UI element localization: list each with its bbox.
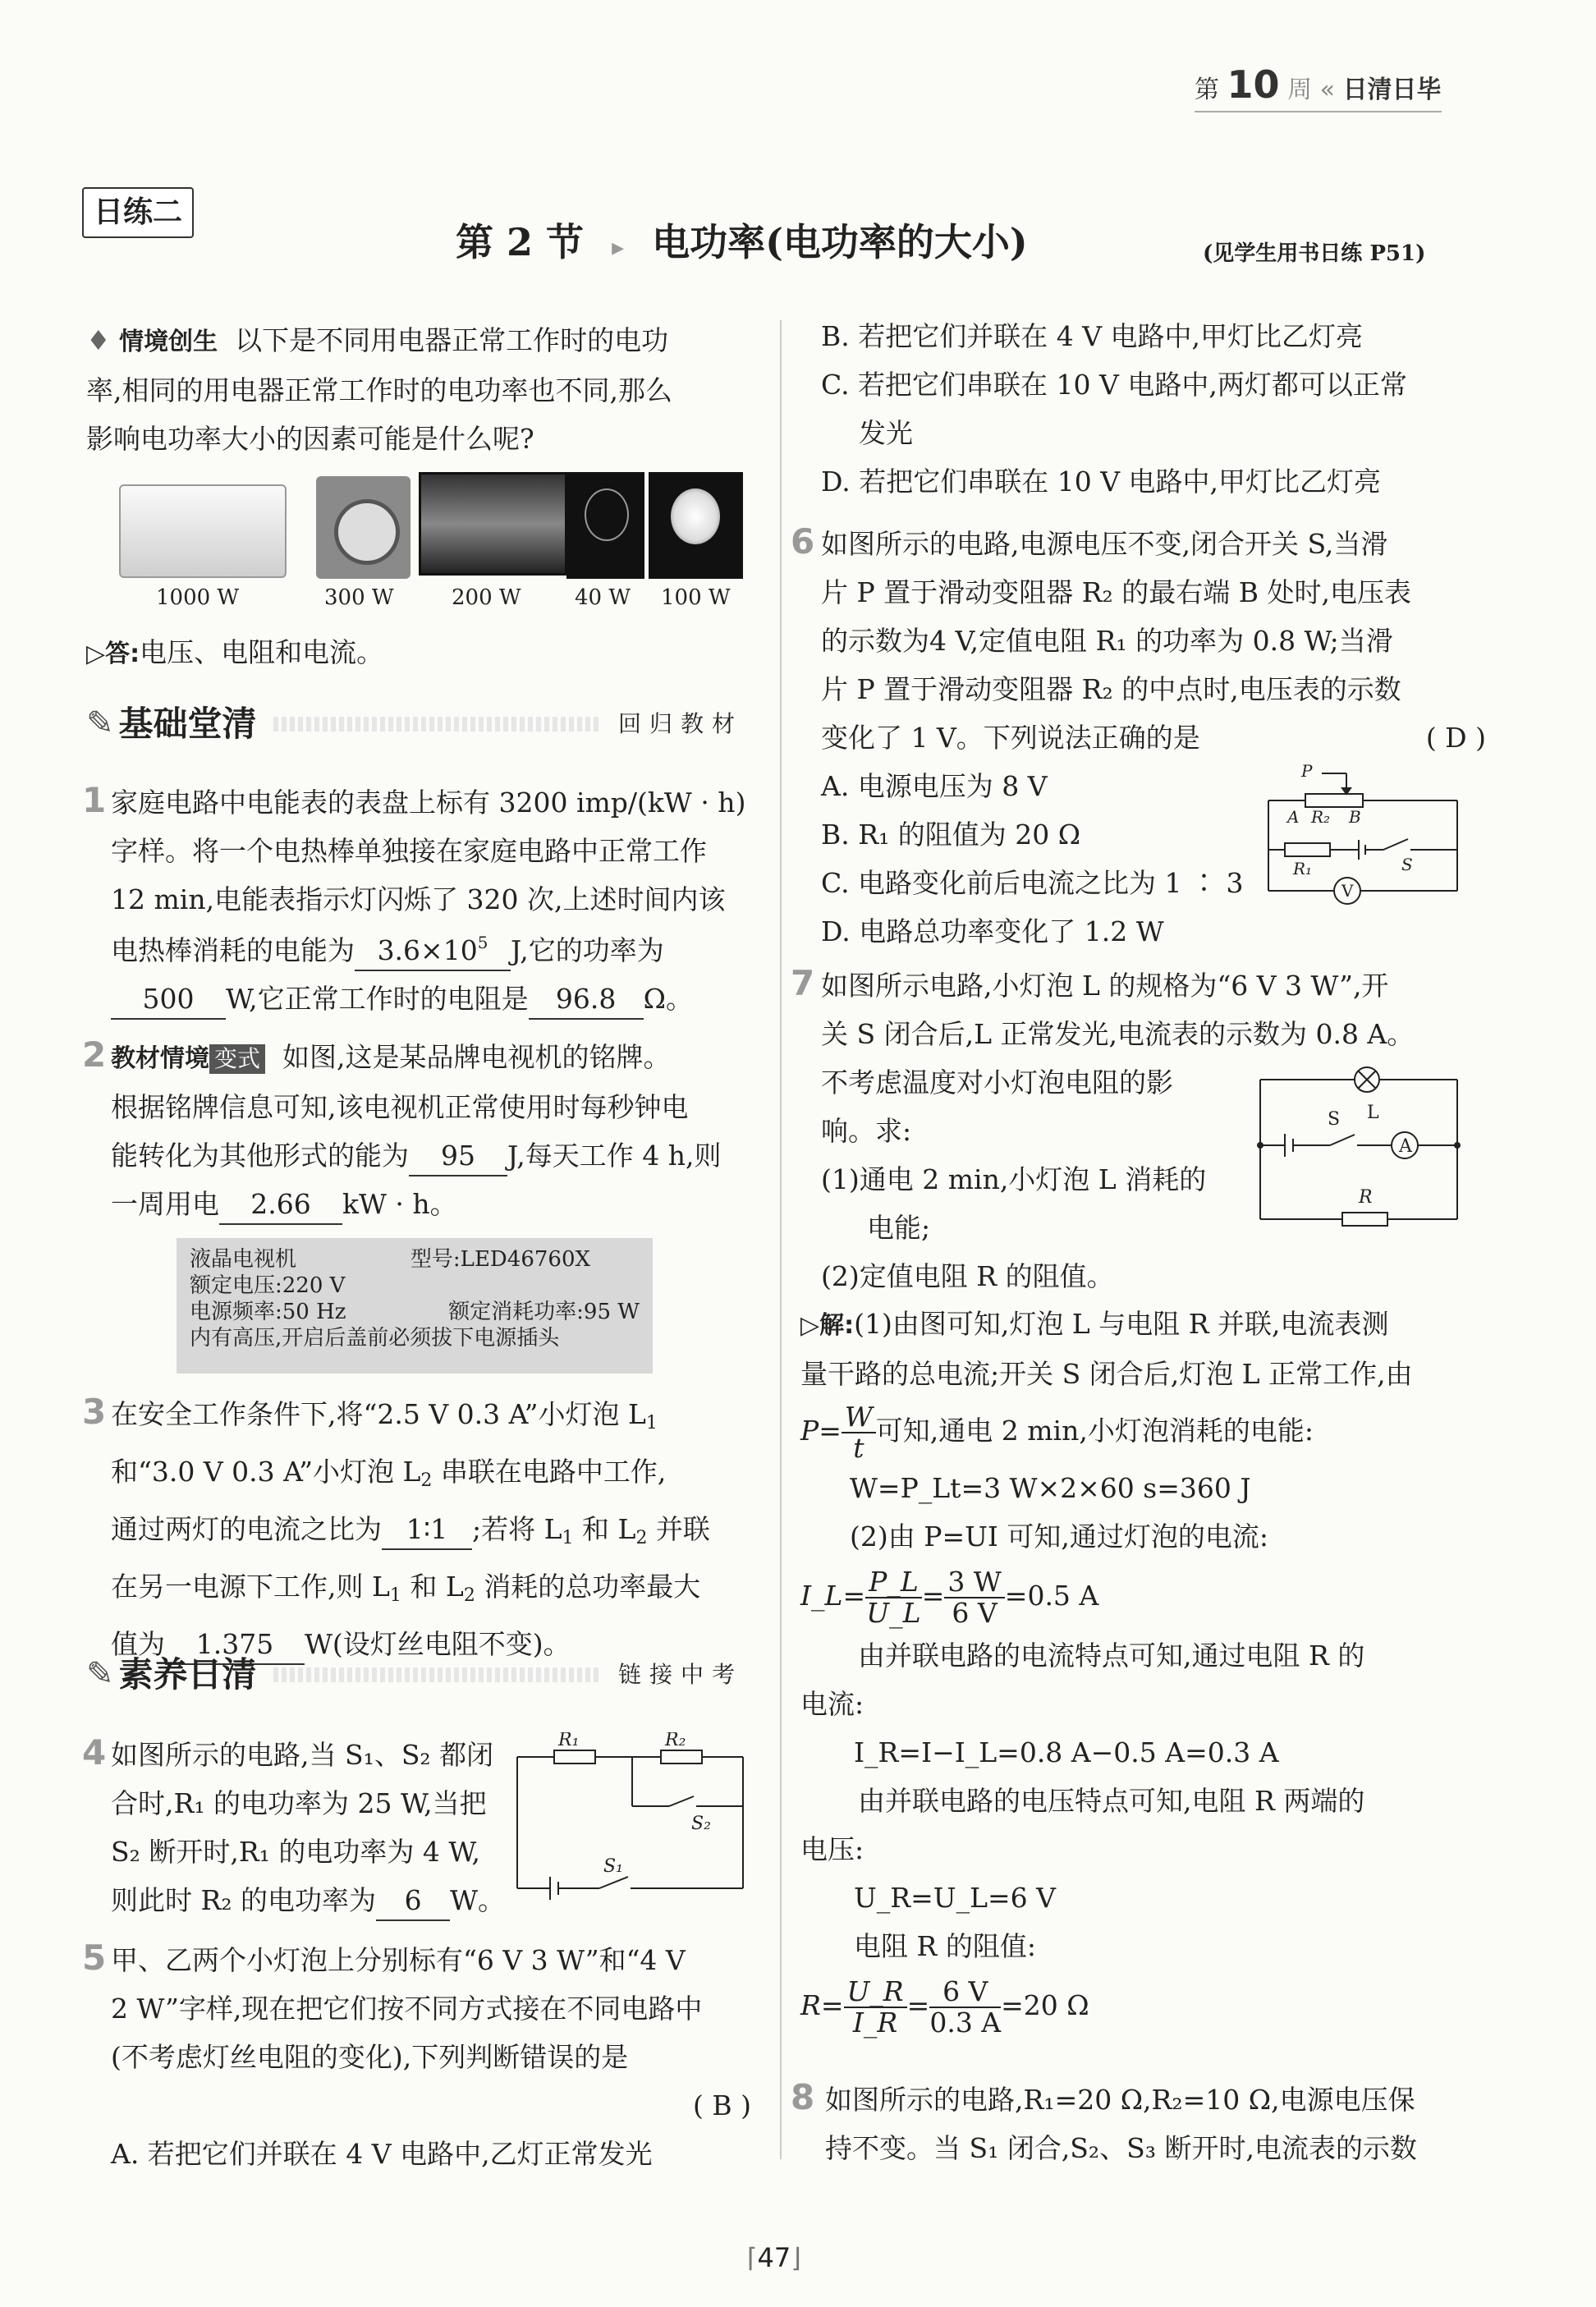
question-3 <box>111 1390 759 1668</box>
section-literacy-right <box>618 1650 743 1699</box>
q3-text-3b: ;若将 L <box>472 1513 562 1545</box>
solution-line-13: 电阻 R 的阻值: <box>854 1930 1036 1962</box>
solution-r-lhs: R= <box>800 1989 844 2021</box>
page-number-value: 47 <box>757 2242 791 2273</box>
fraction-pl-ul <box>865 1567 922 1628</box>
section-literacy-header <box>86 1650 743 1699</box>
intro-line-3: 影响电功率大小的因素可能是什么呢? <box>86 423 534 455</box>
q1-text-5a: W,它正常工作时的电阻是 <box>226 983 529 1015</box>
right-char-3: 中 <box>680 1661 712 1688</box>
q6-label-b: B <box>1349 807 1361 827</box>
q6-option-d: D. 电路总功率变化了 1.2 W <box>821 915 1164 947</box>
q6-option-a: A. 电源电压为 8 V <box>821 770 1048 802</box>
fraction-denominator: 6 V <box>952 1597 998 1629</box>
plate-product: 液晶电视机 <box>190 1247 297 1272</box>
fraction-numerator: U_R <box>844 1977 907 2008</box>
q1-line-4 <box>111 924 759 975</box>
fraction-denominator: U_L <box>866 1597 921 1629</box>
q1-text-5b: Ω。 <box>643 983 694 1015</box>
answer-prefix: ▷答: <box>86 640 140 668</box>
q1-answer-2: 500 <box>111 980 226 1020</box>
topic-title: 电功率(电功率的大小) <box>652 220 1028 264</box>
solution-line-9: I_R=I−I_L=0.8 A−0.5 A=0.3 A <box>854 1736 1279 1768</box>
question-number-6: 6 <box>791 521 815 562</box>
q3-text-3d: 并联 <box>647 1513 710 1545</box>
right-char-1: 回 <box>617 710 649 737</box>
q3-sub-5: 1 <box>389 1585 401 1606</box>
q3-text-5b: W(设灯丝电阻不变)。 <box>305 1628 571 1660</box>
q3-text-1: 在安全工作条件下,将“2.5 V 0.3 A”小灯泡 L <box>111 1398 646 1430</box>
q4-answer-1: 6 <box>376 1882 450 1921</box>
plate-voltage: 额定电压:220 V <box>190 1273 346 1298</box>
q3-text-2b: 串联在电路中工作, <box>432 1456 667 1488</box>
page-number <box>747 2237 801 2278</box>
fraction-denominator: t <box>853 1432 864 1464</box>
q4-text-4b: W。 <box>450 1884 505 1916</box>
q1-answer-3: 96.8 <box>529 980 644 1020</box>
q3-answer-2: 1.375 <box>165 1626 305 1665</box>
q6-circuit-diagram <box>1260 764 1465 911</box>
question-2 <box>111 1033 759 1228</box>
plate-model: 型号:LED46760X <box>410 1247 590 1272</box>
bulb-dim-image <box>566 472 644 579</box>
section-basic-header <box>86 699 743 748</box>
bulb-bright-image <box>649 472 743 579</box>
plate-warning: 内有高压,开启后盖前必须拔下电源插头 <box>190 1326 560 1351</box>
section-basic-title: 基础堂清 <box>118 704 257 744</box>
section-literacy-title: 素养日清 <box>118 1654 257 1695</box>
week-prefix: 第 <box>1195 76 1219 104</box>
q4-label-s2: S₂ <box>691 1814 711 1834</box>
q3-text-3a: 通过两灯的电流之比为 <box>111 1513 382 1545</box>
bracket-right-icon: ⌋ <box>791 2242 801 2273</box>
q4-label-r1: R₁ <box>558 1732 580 1750</box>
solution-line-2: 量干路的总电流;开关 S 闭合后,灯泡 L 正常工作,由 <box>800 1358 1413 1390</box>
air-conditioner-image <box>119 484 287 578</box>
q7-line-2: 关 S 闭合后,L 正常发光,电流表的示数为 0.8 A。 <box>821 1018 1415 1050</box>
q1-answer-1 <box>355 924 511 971</box>
question-number-4: 4 <box>82 1732 107 1773</box>
q3-text-3c: 和 L <box>573 1513 636 1545</box>
q4-label-s1: S₁ <box>603 1856 623 1877</box>
q6-line-3: 的示数为4 V,定值电阻 R₁ 的功率为 0.8 W;当滑 <box>821 625 1393 657</box>
q2-answer-1: 95 <box>409 1137 507 1176</box>
q8-line-1: 如图所示的电路,R₁=20 Ω,R₂=10 Ω,电源电压保 <box>825 2084 1415 2116</box>
intro-line-2: 率,相同的用电器正常工作时的电功率也不同,那么 <box>86 374 672 406</box>
q7-label-r: R <box>1359 1187 1373 1208</box>
q7-line-6: 电能; <box>867 1212 931 1244</box>
q7-line-5: (1)通电 2 min,小灯泡 L 消耗的 <box>821 1163 1207 1195</box>
fraction-numerator: 3 W <box>944 1567 1004 1598</box>
fraction-denominator: I_R <box>852 2007 898 2039</box>
appliance-photos <box>119 472 743 583</box>
question-number-5: 5 <box>82 1938 107 1978</box>
right-char-3: 教 <box>680 710 712 737</box>
q6-label-s: S <box>1401 855 1413 874</box>
q2-line-2: 根据铭牌信息可知,该电视机正常使用时每秒钟电 <box>111 1091 689 1123</box>
question-number-3: 3 <box>82 1392 107 1432</box>
q7-line-4: 响。求: <box>821 1115 912 1147</box>
q2-line-1: 如图,这是某品牌电视机的铭牌。 <box>282 1041 671 1073</box>
q5-options-cont <box>821 312 1494 506</box>
q1-text-4b: J,它的功率为 <box>511 934 664 966</box>
q1-answer-1-exp: 5 <box>477 933 488 952</box>
fraction-values <box>929 1977 1001 2038</box>
caption-3: 200 W <box>452 585 521 610</box>
q1-answer-1-value: 3.6×10 <box>377 934 478 966</box>
solution-il-lhs: I_L= <box>800 1580 866 1612</box>
week-header <box>1195 64 1442 112</box>
q6-line-1: 如图所示的电路,电源电压不变,闭合开关 S,当滑 <box>821 528 1388 560</box>
fraction-numerator: 6 V <box>929 1977 1001 2008</box>
q1-line-5 <box>111 975 759 1023</box>
q4-line-1: 如图所示的电路,当 S₁、S₂ 都闭 <box>111 1739 494 1771</box>
q1-line-2: 字样。将一个电热棒单独接在家庭电路中正常工作 <box>111 835 707 867</box>
q6-label-r1: R₁ <box>1293 859 1313 878</box>
solution-formula-lhs: P= <box>800 1415 842 1447</box>
right-char-4: 材 <box>711 710 743 737</box>
q3-text-2a: 和“3.0 V 0.3 A”小灯泡 L <box>111 1456 421 1488</box>
solution-line-7: 由并联电路的电流特点可知,通过电阻 R 的 <box>858 1640 1365 1672</box>
q2-text-4b: kW · h。 <box>342 1188 457 1220</box>
q3-text-4a: 在另一电源下工作,则 L <box>111 1571 390 1603</box>
question-number-2: 2 <box>82 1034 107 1075</box>
q6-answer: ( D ) <box>1425 722 1486 754</box>
q7-line-3: 不考虑温度对小灯泡电阻的影 <box>821 1066 1173 1098</box>
q4-text-4a: 则此时 R₂ 的电功率为 <box>111 1884 377 1916</box>
q6-line-4: 片 P 置于滑动变阻器 R₂ 的中点时,电压表的示数 <box>821 673 1401 705</box>
chevron-icon: « <box>1319 76 1336 104</box>
q6-line-2: 片 P 置于滑动变阻器 R₂ 的最右端 B 处时,电压表 <box>821 576 1411 608</box>
q5-line-1: 甲、乙两个小灯泡上分别标有“6 V 3 W”和“4 V <box>111 1944 686 1976</box>
q2-text-4a: 一周用电 <box>111 1188 219 1220</box>
fraction-w-t <box>842 1402 876 1463</box>
q3-text-4c: 消耗的总功率最大 <box>475 1571 701 1603</box>
q7-label-s: S <box>1328 1109 1341 1130</box>
q2-text-3b: J,每天工作 4 h,则 <box>507 1140 722 1172</box>
q2-tag: 变式 <box>209 1044 265 1074</box>
q5-option-c: C. 若把它们串联在 10 V 电路中,两灯都可以正常 <box>821 369 1407 401</box>
q2-label: 教材情境 <box>111 1044 209 1073</box>
solution-line-8: 电流: <box>800 1688 864 1720</box>
intro-line-1: 以下是不同用电器正常工作时的电功 <box>235 324 669 356</box>
solution-line-11: 电压: <box>800 1833 864 1865</box>
caption-2: 300 W <box>324 585 394 610</box>
fraction-denominator: 0.3 A <box>929 2007 1002 2039</box>
q2-answer-2: 2.66 <box>219 1186 342 1225</box>
q5-line-3: (不考虑灯丝电阻的变化),下列判断错误的是 <box>111 2041 629 2073</box>
q8-line-2: 持不变。当 S₁ 闭合,S₂、S₃ 断开时,电流表的示数 <box>825 2132 1417 2164</box>
q6-option-b: B. R₁ 的阻值为 20 Ω <box>821 819 1081 851</box>
intro-answer <box>86 628 383 678</box>
q5-option-b: B. 若把它们并联在 4 V 电路中,甲灯比乙灯亮 <box>821 320 1364 352</box>
caption-4: 40 W <box>575 585 631 610</box>
arrow-icon: ▸ <box>612 233 625 262</box>
q5-option-c-cont: 发光 <box>859 417 913 449</box>
q4-circuit-diagram <box>509 1732 755 1905</box>
section-label: 第 2 节 <box>456 220 585 264</box>
q6-label-v: V <box>1341 881 1354 901</box>
section-basic-right <box>618 699 743 748</box>
q5-answer: ( B ) <box>693 2089 751 2121</box>
question-8 <box>825 2075 1498 2172</box>
question-number-1: 1 <box>82 780 107 820</box>
question-number-8: 8 <box>791 2077 815 2117</box>
q3-text-5a: 值为 <box>111 1628 165 1660</box>
q7-label-a: A <box>1399 1136 1412 1157</box>
bracket-left-icon: ⌈ <box>747 2242 758 2273</box>
q3-text-4b: 和 L <box>401 1571 464 1603</box>
q2-text-3a: 能转化为其他形式的能为 <box>111 1140 409 1172</box>
q6-label-p: P <box>1301 764 1313 781</box>
q3-sub-2: 2 <box>420 1470 433 1491</box>
q5-line-2: 2 W”字样,现在把它们按不同方式接在不同电路中 <box>111 1993 703 2025</box>
week-suffix: 周 <box>1287 76 1313 104</box>
caption-1: 1000 W <box>156 585 240 610</box>
q3-sub-4: 2 <box>635 1528 648 1548</box>
plate-frequency: 电源频率:50 Hz <box>190 1300 346 1324</box>
solution-line-12: U_R=U_L=6 V <box>854 1882 1057 1914</box>
question-1 <box>111 778 759 1023</box>
q6-line-5: 变化了 1 V。下列说法正确的是 <box>821 722 1200 754</box>
equals-sign: = <box>906 1989 930 2021</box>
book-ref: (见学生用书日练 P51) <box>1203 241 1426 266</box>
q6-label-r2: R₂ <box>1311 807 1331 827</box>
page-title <box>456 213 1028 277</box>
right-char-2: 归 <box>649 710 681 737</box>
q4-label-r2: R₂ <box>665 1732 686 1750</box>
q7-label-l: L <box>1367 1103 1379 1123</box>
solution-line-4: W=P_Lt=3 W×2×60 s=360 J <box>850 1472 1251 1504</box>
right-char-1: 链 <box>617 1661 649 1688</box>
q1-text-4a: 电热棒消耗的电能为 <box>111 934 355 966</box>
brand-label: 日清日毕 <box>1342 76 1442 104</box>
pencil-icon: ✎ <box>86 704 114 742</box>
equals-sign: = <box>921 1580 945 1612</box>
q5-option-d: D. 若把它们串联在 10 V 电路中,甲灯比乙灯亮 <box>821 466 1382 498</box>
right-char-4: 考 <box>711 1661 743 1688</box>
q1-line-1: 家庭电路中电能表的表盘上标有 3200 imp/(kW · h) <box>111 787 746 819</box>
q3-sub-1: 1 <box>645 1413 658 1433</box>
solution-line-3: 可知,通电 2 min,小灯泡消耗的电能: <box>875 1415 1314 1447</box>
column-divider <box>780 320 782 2159</box>
television-image <box>419 472 567 576</box>
plate-power: 额定消耗功率:95 W <box>448 1300 640 1324</box>
washing-machine-image <box>316 476 410 579</box>
solution-line-1: (1)由图可知,灯泡 L 与电阻 R 并联,电流表测 <box>854 1308 1389 1340</box>
solution-line-5: (2)由 P=UI 可知,通过灯泡的电流: <box>850 1520 1269 1553</box>
tv-nameplate <box>177 1238 653 1374</box>
solution-line-10: 由并联电路的电压特点可知,电阻 R 两端的 <box>858 1785 1365 1817</box>
q7-circuit-diagram <box>1252 1059 1470 1231</box>
solution-prefix: ▷解: <box>800 1311 855 1340</box>
question-4 <box>111 1731 521 1924</box>
intro-label: 情境创生 <box>119 328 218 356</box>
week-number: 10 <box>1227 62 1280 107</box>
q7-line-1: 如图所示电路,小灯泡 L 的规格为“6 V 3 W”,开 <box>821 970 1389 1002</box>
q5-option-a: A. 若把它们并联在 4 V 电路中,乙灯正常发光 <box>111 2138 653 2170</box>
q3-answer-1: 1∶1 <box>382 1511 472 1550</box>
q6-option-c: C. 电路变化前后电流之比为 1 ∶ 3 <box>821 867 1244 899</box>
solution-r-result: =20 Ω <box>1001 1989 1089 2021</box>
fraction-ur-ir <box>844 1977 907 2038</box>
q6-label-a: A <box>1287 807 1300 827</box>
solution-il-result: =0.5 A <box>1004 1580 1099 1612</box>
fraction-numerator: P_L <box>865 1567 922 1598</box>
q3-sub-3: 1 <box>562 1528 574 1548</box>
right-char-2: 接 <box>649 1661 681 1688</box>
lightbulb-icon: ♦ <box>86 324 111 356</box>
question-number-7: 7 <box>791 963 815 1003</box>
caption-5: 100 W <box>661 585 731 610</box>
intro-block <box>86 316 759 463</box>
answer-text: 电压、电阻和电流。 <box>140 636 384 668</box>
pencil-icon: ✎ <box>86 1655 114 1693</box>
fraction-values <box>944 1567 1004 1628</box>
q7-solution <box>800 1300 1482 2041</box>
section-tab: 日练二 <box>82 187 194 238</box>
fraction-numerator: W <box>842 1402 876 1433</box>
q7-line-7: (2)定值电阻 R 的阻值。 <box>821 1260 1114 1292</box>
q4-line-2: 合时,R₁ 的电功率为 25 W,当把 <box>111 1787 487 1819</box>
q1-line-3: 12 min,电能表指示灯闪烁了 320 次,上述时间内该 <box>111 883 726 915</box>
q3-sub-6: 2 <box>463 1585 475 1606</box>
q4-line-3: S₂ 断开时,R₁ 的电功率为 4 W, <box>111 1836 480 1868</box>
question-5 <box>111 1936 759 2178</box>
